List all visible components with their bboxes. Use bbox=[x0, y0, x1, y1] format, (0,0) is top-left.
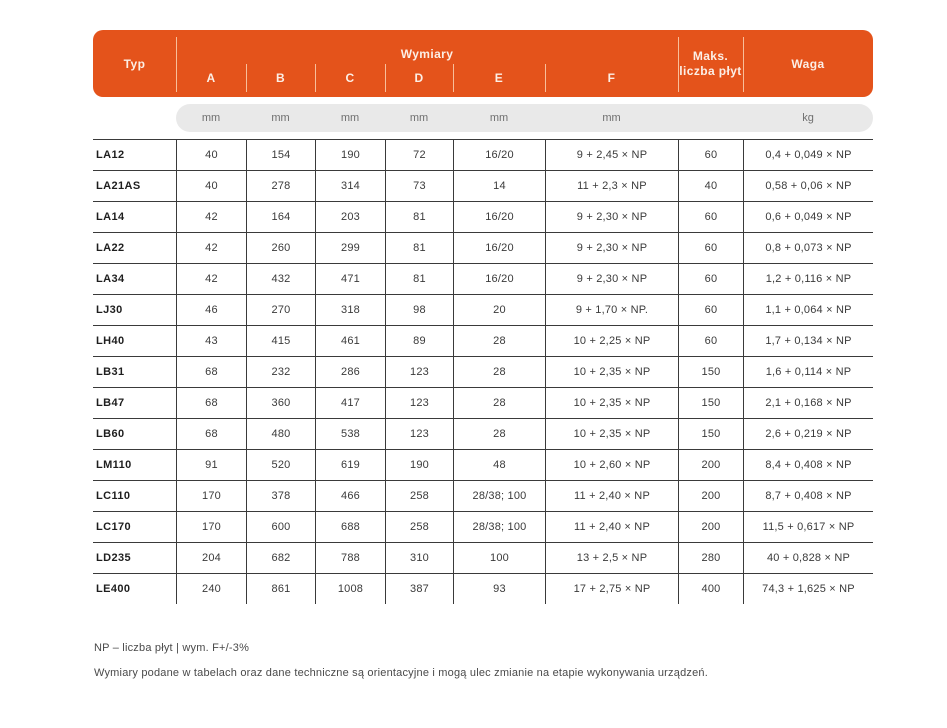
unit-c: mm bbox=[340, 112, 360, 124]
table-cell: 378 bbox=[246, 480, 315, 511]
table-cell: 68 bbox=[176, 418, 246, 449]
table-cell: 415 bbox=[246, 325, 315, 356]
row-label: LB60 bbox=[93, 418, 176, 449]
table-cell: 81 bbox=[385, 232, 453, 263]
table-cell: 81 bbox=[385, 263, 453, 294]
header-waga: Waga bbox=[743, 30, 873, 97]
table-cell: 387 bbox=[385, 573, 453, 604]
table-cell: 60 bbox=[678, 139, 743, 170]
table-cell: 258 bbox=[385, 480, 453, 511]
table-cell: 8,7 + 0,408 × NP bbox=[743, 480, 873, 511]
row-label: LC170 bbox=[93, 511, 176, 542]
table-cell: 150 bbox=[678, 387, 743, 418]
table-cell: 204 bbox=[176, 542, 246, 573]
table-cell: 11,5 + 0,617 × NP bbox=[743, 511, 873, 542]
row-label: LA34 bbox=[93, 263, 176, 294]
table-cell: 73 bbox=[385, 170, 453, 201]
header-maks-liczba-plyt bbox=[678, 30, 743, 97]
table-cell: 16/20 bbox=[453, 232, 545, 263]
table-cell: 91 bbox=[176, 449, 246, 480]
footnote-np: NP – liczba płyt | wym. F+/-3% bbox=[94, 642, 250, 654]
table-cell: 98 bbox=[385, 294, 453, 325]
table-cell: 40 bbox=[176, 170, 246, 201]
table-cell: 788 bbox=[315, 542, 385, 573]
table-cell: 100 bbox=[453, 542, 545, 573]
unit-waga: kg bbox=[802, 112, 814, 124]
table-cell: 16/20 bbox=[453, 201, 545, 232]
table-cell: 203 bbox=[315, 201, 385, 232]
header-dim-letters bbox=[176, 62, 678, 97]
table-cell: 190 bbox=[385, 449, 453, 480]
table-cell: 9 + 2,30 × NP bbox=[545, 232, 678, 263]
unit-f: mm bbox=[602, 112, 621, 124]
header-dim-a: A bbox=[206, 70, 216, 85]
table-cell: 40 + 0,828 × NP bbox=[743, 542, 873, 573]
row-label: LA21AS bbox=[93, 170, 176, 201]
table-cell: 1,1 + 0,064 × NP bbox=[743, 294, 873, 325]
table-cell: 200 bbox=[678, 449, 743, 480]
table-cell: 16/20 bbox=[453, 263, 545, 294]
table-cell: 40 bbox=[678, 170, 743, 201]
table-cell: 8,4 + 0,408 × NP bbox=[743, 449, 873, 480]
table-cell: 260 bbox=[246, 232, 315, 263]
table-cell: 28/38; 100 bbox=[453, 511, 545, 542]
table-cell: 461 bbox=[315, 325, 385, 356]
table-cell: 28 bbox=[453, 356, 545, 387]
table-cell: 28 bbox=[453, 325, 545, 356]
table-cell: 11 + 2,40 × NP bbox=[545, 511, 678, 542]
table-cell: 93 bbox=[453, 573, 545, 604]
table-cell: 40 bbox=[176, 139, 246, 170]
table-cell: 0,4 + 0,049 × NP bbox=[743, 139, 873, 170]
table-cell: 74,3 + 1,625 × NP bbox=[743, 573, 873, 604]
row-label: LB47 bbox=[93, 387, 176, 418]
table-cell: 0,6 + 0,049 × NP bbox=[743, 201, 873, 232]
units-row bbox=[176, 104, 873, 132]
table-cell: 68 bbox=[176, 356, 246, 387]
table-cell: 123 bbox=[385, 387, 453, 418]
table-cell: 60 bbox=[678, 201, 743, 232]
unit-e: mm bbox=[489, 112, 509, 124]
table-cell: 360 bbox=[246, 387, 315, 418]
table-cell: 60 bbox=[678, 325, 743, 356]
row-label: LE400 bbox=[93, 573, 176, 604]
header-dim-d: D bbox=[385, 62, 453, 97]
table-cell: 60 bbox=[678, 263, 743, 294]
table-cell: 0,8 + 0,073 × NP bbox=[743, 232, 873, 263]
table-cell: 200 bbox=[678, 480, 743, 511]
table-cell: 28 bbox=[453, 418, 545, 449]
table-cell: 600 bbox=[246, 511, 315, 542]
row-label: LA12 bbox=[93, 139, 176, 170]
table-cell: 20 bbox=[453, 294, 545, 325]
table-cell: 9 + 2,45 × NP bbox=[545, 139, 678, 170]
row-label: LC110 bbox=[93, 480, 176, 511]
table-cell: 89 bbox=[385, 325, 453, 356]
footnote-disclaimer: Wymiary podane w tabelach oraz dane techniczne są orientacyjne i mogą ulec zmianie na etapie wykonywania urządzeń. bbox=[94, 667, 708, 679]
header-maks-line2: liczba płyt bbox=[679, 63, 742, 78]
table-cell: 417 bbox=[315, 387, 385, 418]
unit-d: mm bbox=[409, 112, 429, 124]
table-cell: 46 bbox=[176, 294, 246, 325]
table-cell: 682 bbox=[246, 542, 315, 573]
table-cell: 11 + 2,3 × NP bbox=[545, 170, 678, 201]
table-cell: 619 bbox=[315, 449, 385, 480]
table-cell: 10 + 2,25 × NP bbox=[545, 325, 678, 356]
table-cell: 240 bbox=[176, 573, 246, 604]
table-cell: 200 bbox=[678, 511, 743, 542]
table-cell: 68 bbox=[176, 387, 246, 418]
table-cell: 164 bbox=[246, 201, 315, 232]
row-label: LM110 bbox=[93, 449, 176, 480]
table-cell: 861 bbox=[246, 573, 315, 604]
table-cell: 258 bbox=[385, 511, 453, 542]
table-cell: 299 bbox=[315, 232, 385, 263]
table-cell: 314 bbox=[315, 170, 385, 201]
table-cell: 123 bbox=[385, 356, 453, 387]
table-cell: 232 bbox=[246, 356, 315, 387]
row-label: LD235 bbox=[93, 542, 176, 573]
table-cell: 9 + 2,30 × NP bbox=[545, 201, 678, 232]
table-cell: 1,6 + 0,114 × NP bbox=[743, 356, 873, 387]
table-cell: 318 bbox=[315, 294, 385, 325]
table-cell: 10 + 2,35 × NP bbox=[545, 418, 678, 449]
table-cell: 2,1 + 0,168 × NP bbox=[743, 387, 873, 418]
table-cell: 72 bbox=[385, 139, 453, 170]
table-cell: 11 + 2,40 × NP bbox=[545, 480, 678, 511]
table-body bbox=[93, 139, 873, 604]
header-wymiary-label: Wymiary bbox=[400, 47, 454, 61]
table-cell: 42 bbox=[176, 232, 246, 263]
table-cell: 400 bbox=[678, 573, 743, 604]
table-cell: 190 bbox=[315, 139, 385, 170]
header-maks-line1: Maks. bbox=[692, 48, 729, 63]
table-cell: 60 bbox=[678, 232, 743, 263]
table-cell: 10 + 2,60 × NP bbox=[545, 449, 678, 480]
table-cell: 520 bbox=[246, 449, 315, 480]
row-label: LH40 bbox=[93, 325, 176, 356]
table-cell: 10 + 2,35 × NP bbox=[545, 387, 678, 418]
row-label: LB31 bbox=[93, 356, 176, 387]
table-cell: 81 bbox=[385, 201, 453, 232]
table-cell: 280 bbox=[678, 542, 743, 573]
table-cell: 150 bbox=[678, 418, 743, 449]
table-cell: 480 bbox=[246, 418, 315, 449]
table-cell: 286 bbox=[315, 356, 385, 387]
table-cell: 270 bbox=[246, 294, 315, 325]
table-cell: 278 bbox=[246, 170, 315, 201]
table-cell: 1,7 + 0,134 × NP bbox=[743, 325, 873, 356]
table-cell: 13 + 2,5 × NP bbox=[545, 542, 678, 573]
header-dim-e: E bbox=[453, 62, 545, 97]
header-typ: Typ bbox=[123, 56, 146, 71]
table-cell: 28 bbox=[453, 387, 545, 418]
table-cell: 9 + 1,70 × NP. bbox=[545, 294, 678, 325]
table-cell: 43 bbox=[176, 325, 246, 356]
table-cell: 28/38; 100 bbox=[453, 480, 545, 511]
table-cell: 1,2 + 0,116 × NP bbox=[743, 263, 873, 294]
table-cell: 432 bbox=[246, 263, 315, 294]
header-dim-b: B bbox=[246, 62, 315, 97]
table-cell: 42 bbox=[176, 201, 246, 232]
table-cell: 14 bbox=[453, 170, 545, 201]
table-cell: 48 bbox=[453, 449, 545, 480]
table-cell: 471 bbox=[315, 263, 385, 294]
header-dim-f: F bbox=[545, 62, 678, 97]
table-cell: 1008 bbox=[315, 573, 385, 604]
table-header bbox=[93, 30, 873, 97]
table-cell: 2,6 + 0,219 × NP bbox=[743, 418, 873, 449]
header-wymiary-group bbox=[176, 30, 678, 97]
table-cell: 60 bbox=[678, 294, 743, 325]
row-label: LJ30 bbox=[93, 294, 176, 325]
table-cell: 123 bbox=[385, 418, 453, 449]
table-cell: 0,58 + 0,06 × NP bbox=[743, 170, 873, 201]
table-cell: 10 + 2,35 × NP bbox=[545, 356, 678, 387]
table-cell: 466 bbox=[315, 480, 385, 511]
table-cell: 170 bbox=[176, 511, 246, 542]
row-label: LA14 bbox=[93, 201, 176, 232]
table-cell: 688 bbox=[315, 511, 385, 542]
table-cell: 16/20 bbox=[453, 139, 545, 170]
table-cell: 9 + 2,30 × NP bbox=[545, 263, 678, 294]
table-cell: 170 bbox=[176, 480, 246, 511]
table-cell: 17 + 2,75 × NP bbox=[545, 573, 678, 604]
table-cell: 42 bbox=[176, 263, 246, 294]
table-cell: 150 bbox=[678, 356, 743, 387]
unit-b: mm bbox=[271, 112, 290, 124]
table-cell: 154 bbox=[246, 139, 315, 170]
header-dim-c: C bbox=[315, 62, 385, 97]
row-label: LA22 bbox=[93, 232, 176, 263]
unit-a: mm bbox=[201, 112, 221, 124]
table-cell: 538 bbox=[315, 418, 385, 449]
table-cell: 310 bbox=[385, 542, 453, 573]
